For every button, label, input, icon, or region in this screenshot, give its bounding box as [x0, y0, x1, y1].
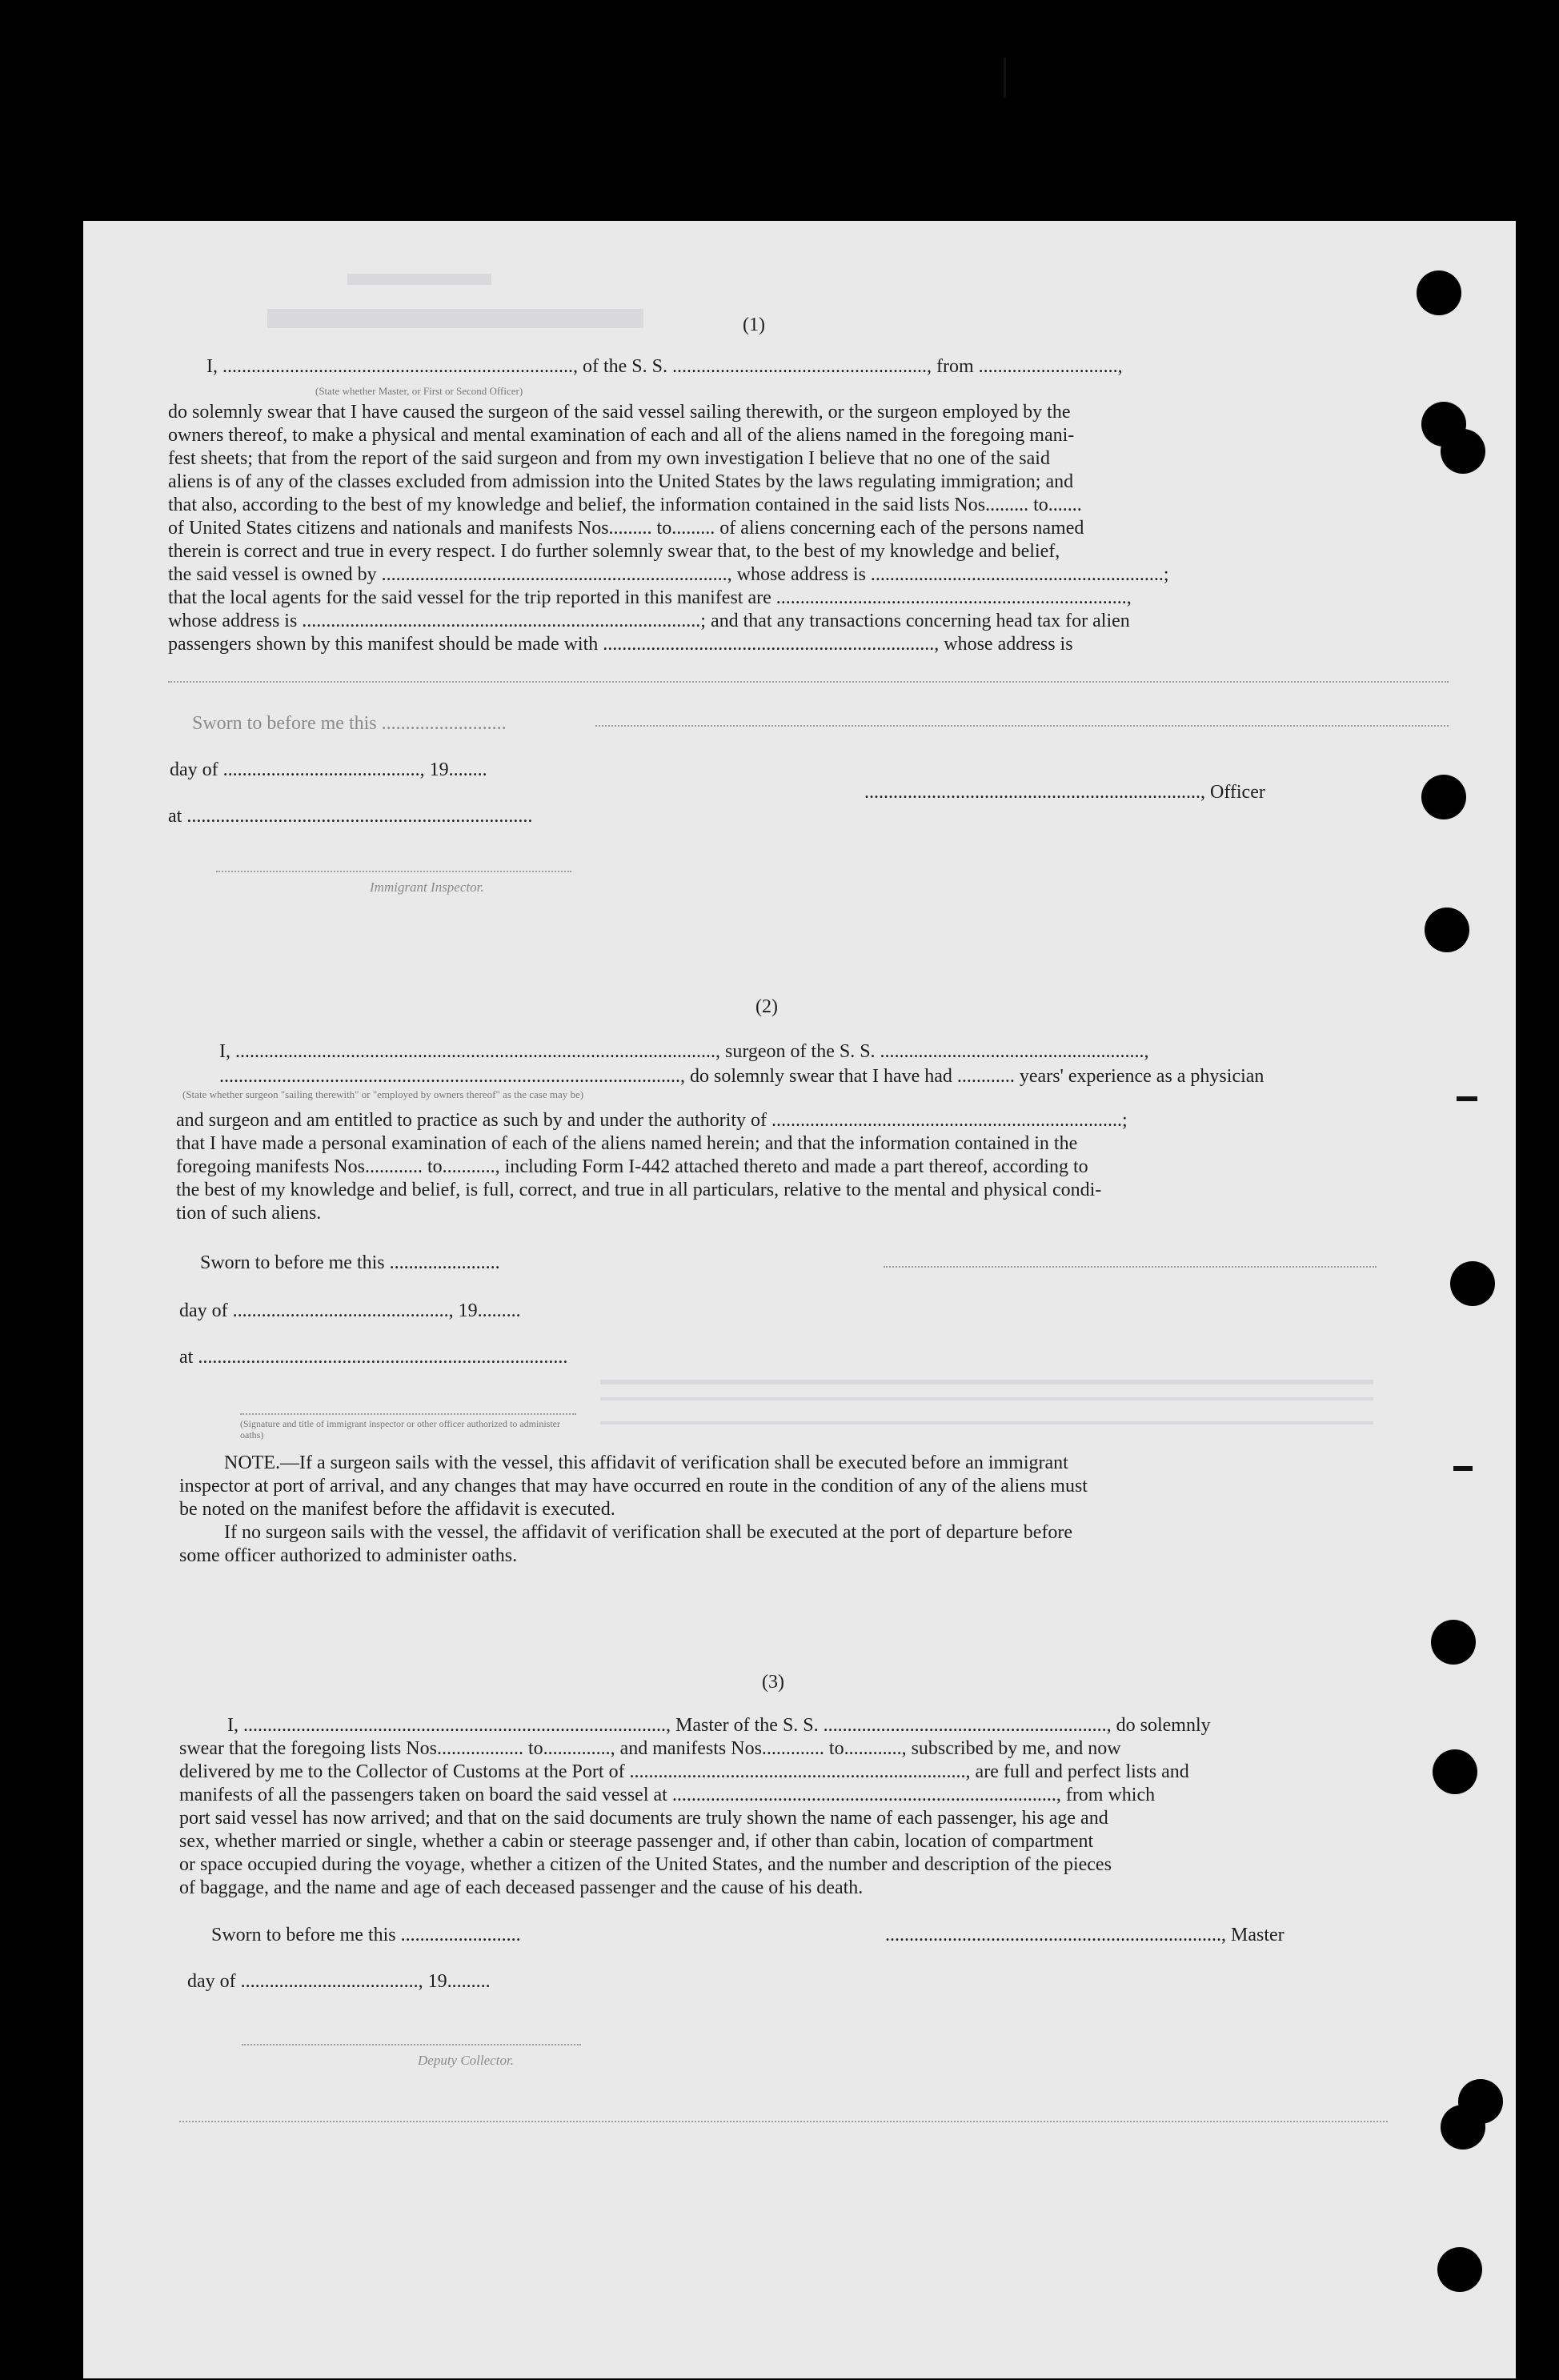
section-2-name-note: (State whether surgeon "sailing therewith" or "employed by owners thereof" as the case may be)	[182, 1088, 584, 1100]
section-1-line-3: owners thereof, to make a physical and mental examination of each and all of the aliens named in the foregoing mani-	[168, 425, 1075, 446]
section-1-line-10: that the local agents for the said vessel for the trip reported in this manifest are .........................................................................,	[168, 587, 1132, 608]
section-3-sworn: Sworn to before me this .........................	[211, 1925, 521, 1945]
section-2-signature-line	[240, 1413, 576, 1415]
punch-hole	[1431, 1620, 1476, 1665]
section-1-at: at ........................................................................	[168, 806, 533, 827]
section-3-line-5: port said vessel has now arrived; and that on the said documents are truly shown the name of each passenger, his age and	[179, 1808, 1108, 1829]
section-2-line-1: I, ...................................................................................................., surgeon of the S. S. .......................................................,	[219, 1041, 1149, 1062]
section-1-day: day of ........................................., 19........	[170, 759, 487, 780]
section-2-line-7: tion of such aliens.	[176, 1203, 322, 1224]
section-2-note-line-4: If no surgeon sails with the vessel, the affidavit of verification shall be executed at the port of departure before	[224, 1522, 1073, 1543]
section-3-line-3: delivered by me to the Collector of Customs at the Port of ......................................................................, are full and perfect lists and	[179, 1761, 1189, 1782]
section-1-line-1: I, ........................................................................., of the S. S. ....................................................., from .............................,	[206, 356, 1123, 377]
punch-hole	[1433, 1749, 1477, 1794]
bleed-through-mark	[347, 274, 491, 285]
section-2-signature-caption: (Signature and title of immigrant inspector or other officer authorized to administer oaths)	[240, 1418, 560, 1440]
bleed-through-block	[600, 1380, 1373, 1384]
edge-mark	[1457, 1096, 1477, 1101]
section-2-number: (2)	[755, 996, 778, 1017]
section-2-line-3: and surgeon and am entitled to practice as such by and under the authority of .........................................................................;	[176, 1110, 1128, 1131]
punch-hole	[1421, 775, 1466, 819]
film-scratch	[1004, 58, 1006, 98]
section-1-number: (1)	[743, 315, 765, 335]
section-1-line-9: the said vessel is owned by ........................................................................, whose address is .............................................................;	[168, 564, 1169, 585]
section-2-day: day of ............................................., 19.........	[179, 1300, 521, 1321]
section-2-line-4: that I have made a personal examination of each of the aliens named herein; and that the information contained in the	[176, 1133, 1078, 1154]
punch-hole	[1458, 2079, 1503, 2124]
section-2-line-6: the best of my knowledge and belief, is full, correct, and true in all particulars, relative to the mental and physical condi-	[176, 1180, 1102, 1200]
section-1-address-line	[168, 681, 1449, 683]
section-1-officer-line: ......................................................................, Officer	[864, 782, 1265, 803]
punch-hole	[1417, 270, 1461, 315]
section-2-line-5: foregoing manifests Nos............ to..........., including Form I-442 attached thereto and made a part thereof, according to	[176, 1156, 1088, 1177]
section-3-number: (3)	[762, 1672, 784, 1693]
section-3-signature-caption: Deputy Collector.	[418, 2053, 514, 2068]
section-1-sworn: Sworn to before me this ..........................	[192, 713, 507, 734]
section-3-line-1: I, ........................................................................................, Master of the S. S. ..........................................................., do solemnly	[227, 1715, 1211, 1736]
punch-hole	[1450, 1261, 1495, 1306]
manifest-page	[83, 221, 1516, 2378]
section-2-note-line-1: NOTE.—If a surgeon sails with the vessel, this affidavit of verification shall be executed before an immigrant	[224, 1452, 1068, 1473]
section-2-sworn-line	[884, 1266, 1377, 1268]
punch-hole	[1437, 2247, 1482, 2292]
section-1-line-4: fest sheets; that from the report of the said surgeon and from my own investigation I believe that no one of the said	[168, 448, 1050, 469]
section-2-sworn: Sworn to before me this .......................	[200, 1252, 500, 1273]
section-3-bottom-line	[179, 2121, 1388, 2122]
section-1-line-6: that also, according to the best of my knowledge and belief, the information contained in the said lists Nos......... to.......	[168, 495, 1082, 515]
section-3-line-4: manifests of all the passengers taken on board the said vessel at ................................................................................, from which	[179, 1785, 1156, 1805]
section-1-sworn-line	[595, 725, 1449, 727]
section-2-note-line-5: some officer authorized to administer oaths.	[179, 1545, 518, 1566]
section-2-at: at .............................................................................	[179, 1347, 568, 1368]
section-2-note-line-2: inspector at port of arrival, and any changes that may have occurred en route in the condition of any of the aliens must	[179, 1476, 1088, 1497]
section-3-master-line: ......................................................................, Master	[885, 1925, 1284, 1945]
section-1-line-8: therein is correct and true in every respect. I do further solemnly swear that, to the best of my knowledge and belief,	[168, 541, 1060, 562]
section-1-line-2: do solemnly swear that I have caused the surgeon of the said vessel sailing therewith, or the surgeon employed by the	[168, 402, 1071, 423]
punch-hole	[1425, 908, 1469, 952]
bleed-through-block	[600, 1397, 1373, 1400]
section-1-line-11: whose address is ...................................................................................; and that any transactions concerning head tax for alien	[168, 611, 1130, 631]
punch-hole	[1441, 429, 1485, 474]
section-1-signature-line	[216, 871, 571, 872]
section-1-line-5: aliens is of any of the classes excluded from admission into the United States by the laws regulating immigration; and	[168, 471, 1074, 492]
section-3-signature-line	[242, 2044, 581, 2045]
section-3-line-8: of baggage, and the name and age of each deceased passenger and the cause of his death.	[179, 1877, 864, 1898]
edge-mark	[1453, 1466, 1473, 1471]
section-3-day: day of ....................................., 19.........	[187, 1971, 491, 1992]
section-2-note-line-3: be noted on the manifest before the affidavit is executed.	[179, 1499, 615, 1520]
section-3-line-2: swear that the foregoing lists Nos.................. to.............., and manifests Nos............. to............, subscribed by me, and now	[179, 1738, 1121, 1759]
bleed-through-header	[267, 309, 643, 328]
section-1-name-note: (State whether Master, or First or Second Officer)	[315, 385, 523, 397]
section-1-line-7: of United States citizens and nationals and manifests Nos......... to......... of aliens concerning each of the persons named	[168, 518, 1084, 539]
section-1-line-12: passengers shown by this manifest should be made with ....................................................................., whose address is	[168, 634, 1073, 655]
section-1-signature-caption: Immigrant Inspector.	[370, 879, 484, 895]
section-3-line-6: sex, whether married or single, whether a cabin or steerage passenger and, if other than cabin, location of compartment	[179, 1831, 1094, 1852]
section-3-line-7: or space occupied during the voyage, whether a citizen of the United States, and the number and description of the pieces	[179, 1854, 1112, 1875]
section-2-line-2: ................................................................................................, do solemnly swear that I have had ............ years' experience as a physician	[219, 1066, 1264, 1087]
bleed-through-block	[600, 1421, 1373, 1424]
